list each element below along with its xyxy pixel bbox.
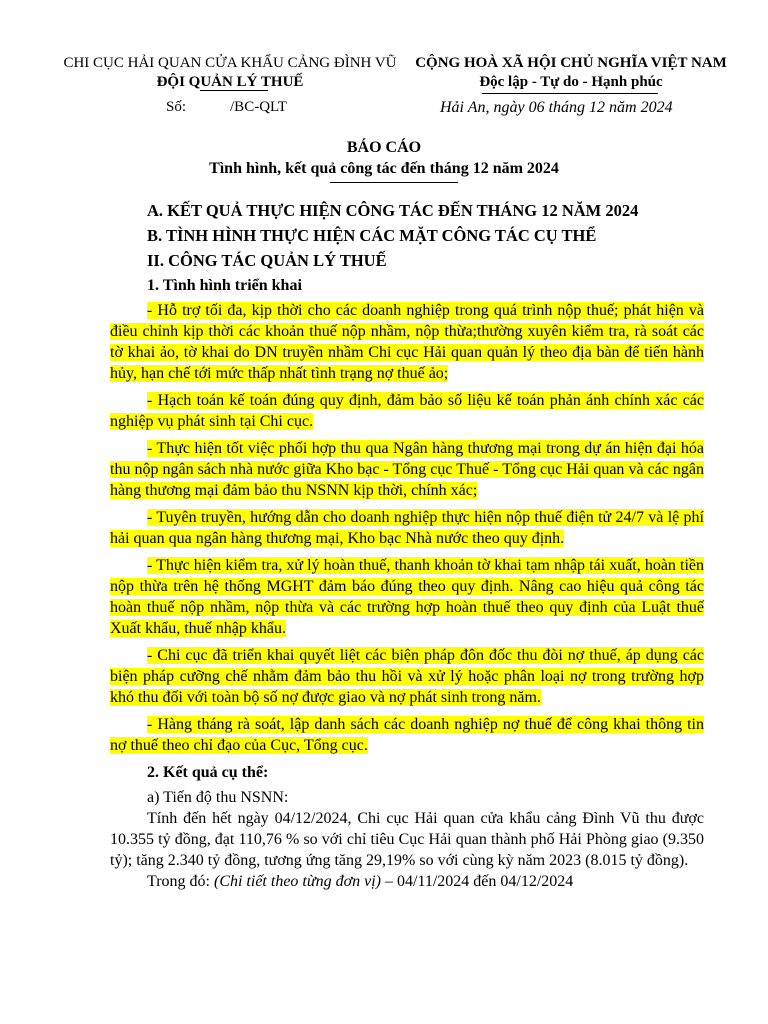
revenue-progress-paragraph: Tính đến hết ngày 04/12/2024, Chi cục Hải quan cửa khẩu cảng Đình Vũ thu được 10.355 tỷ đồng, đạt 110,76 % so với chỉ tiêu Cục Hải quan thành phố Hải Phòng giao (9.350 tỷ); tăng 2.340 tỷ đồng, tương ứng tăng 29,19% so với cùng kỳ năm 2023 (8.015 tỷ đồng). — [110, 810, 704, 869]
bullet-item — [110, 645, 704, 708]
report-subtitle: Tình hình, kết quả công tác đến tháng 12 năm 2024 — [209, 160, 559, 177]
national-header — [406, 54, 736, 92]
bullet-item — [110, 390, 704, 432]
bullet-text: - Chi cục đã triển khai quyết liệt các biện pháp đôn đốc thu đòi nợ thuế, áp dụng các biện pháp cưỡng chế nhằm đảm bảo thu hồi và xử lý hoặc phân loại nợ trong trường hợp khó thu đối với toàn bộ số nợ được giao và nợ phát sinh trong năm. — [110, 647, 704, 706]
report-body — [110, 200, 704, 892]
title-underline — [330, 182, 458, 183]
detail-italic: (Chi tiết theo từng đơn vị) — [213, 873, 381, 890]
bullet-text: - Hàng tháng rà soát, lập danh sách các doanh nghiệp nợ thuế để công khai thông tin nợ thuế theo chỉ đạo của Cục, Tổng cục. — [110, 716, 704, 754]
document-number-suffix: /BC-QLT — [230, 99, 287, 115]
bullet-text: - Hạch toán kế toán đúng quy định, đảm bảo số liệu kế toán phản ánh chính xác các nghiệp vụ phát sinh tại Chi cục. — [110, 392, 704, 430]
bullet-item — [110, 555, 704, 639]
subsection-1-heading: 1. Tình hình triển khai — [147, 277, 302, 294]
section-b-heading: B. TÌNH HÌNH THỰC HIỆN CÁC MẶT CÔNG TÁC CỤ THỂ — [147, 226, 597, 245]
national-motto: Độc lập - Tự do - Hạnh phúc — [479, 74, 663, 90]
document-number — [166, 99, 287, 116]
agency-header — [60, 54, 400, 92]
department-name: ĐỘI QUẢN LÝ THUẾ — [156, 74, 304, 90]
place-date: Hải An, ngày 06 tháng 12 năm 2024 — [440, 99, 673, 116]
detail-suffix: – 04/11/2024 đến 04/12/2024 — [381, 873, 574, 890]
detail-prefix: Trong đó: — [147, 873, 214, 890]
bullet-text: - Thực hiện tốt việc phối hợp thu qua Ngân hàng thương mại trong dự án hiện đại hóa thu nộp ngân sách nhà nước giữa Kho bạc - Tổng cục Thuế - Tổng cục Hải quan và các ngân hàng thương mại đảm bảo thu NSNN kịp thời, chính xác; — [110, 440, 704, 499]
report-title: BÁO CÁO — [346, 139, 422, 156]
bullet-item — [110, 438, 704, 501]
agency-name: CHI CỤC HẢI QUAN CỬA KHẨU CẢNG ĐÌNH VŨ — [63, 55, 397, 71]
section-ii-heading: II. CÔNG TÁC QUẢN LÝ THUẾ — [147, 251, 387, 270]
detail-line — [110, 871, 704, 892]
section-a-heading: A. KẾT QUẢ THỰC HIỆN CÔNG TÁC ĐẾN THÁNG 12 NĂM 2024 — [147, 201, 639, 220]
document-number-label: Số: — [166, 99, 187, 115]
revenue-progress-label: a) Tiến độ thu NSNN: — [147, 789, 289, 806]
bullet-item — [110, 300, 704, 384]
motto-underline — [482, 93, 658, 94]
bullet-text: - Tuyên truyền, hướng dẫn cho doanh nghiệp thực hiện nộp thuế điện tử 24/7 và lệ phí hải quan qua ngân hàng thương mại, Kho bạc Nhà nước theo quy định. — [110, 509, 704, 547]
national-title: CỘNG HOÀ XÃ HỘI CHỦ NGHĨA VIỆT NAM — [415, 55, 727, 71]
bullet-text: - Thực hiện kiểm tra, xử lý hoàn thuế, thanh khoản tờ khai tạm nhập tái xuất, hoàn tiền nộp thừa trên hệ thống MGHT đảm báo đúng theo quy định. Nâng cao hiệu quả công tác hoàn thuế nộp nhầm, nộp thừa và các trường hợp hoàn thuế theo quy định của Luật thuế Xuất khẩu, thuế nhập khẩu. — [110, 557, 704, 637]
bullet-item — [110, 714, 704, 756]
agency-underline — [200, 90, 268, 91]
subsection-2-heading: 2. Kết quả cụ thể: — [147, 764, 269, 781]
bullet-text: - Hỗ trợ tối đa, kịp thời cho các doanh nghiệp trong quá trình nộp thuế; phát hiện và điều chỉnh kịp thời các khoản thuế nộp nhầm, nộp thừa;thường xuyên kiểm tra, rà soát các tờ khai ảo, tờ khai do DN truyền nhầm Chi cục Hải quan quản lý theo địa bàn để tiến hành hủy, hạn chế tới mức thấp nhất tình trạng nợ thuế ảo; — [110, 302, 704, 382]
bullet-item — [110, 507, 704, 549]
